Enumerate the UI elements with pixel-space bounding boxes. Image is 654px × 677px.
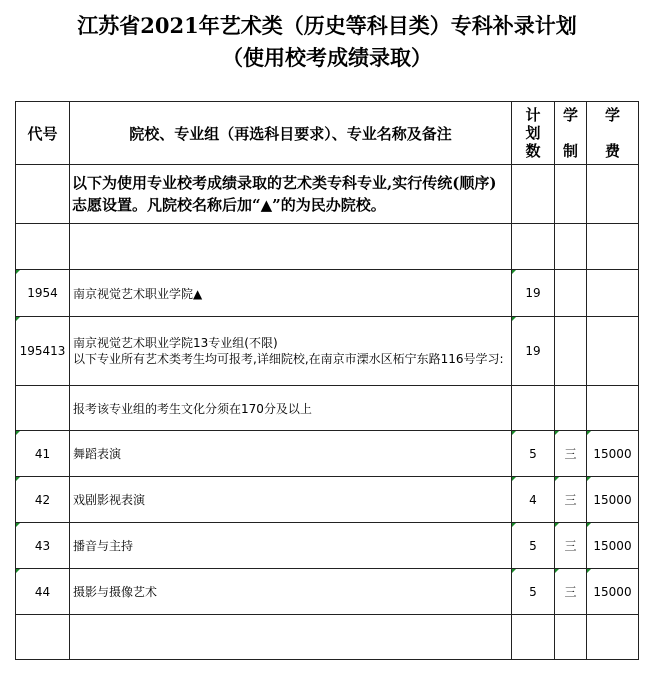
- major-row: [16, 523, 639, 569]
- major-fee: 15000: [587, 477, 639, 523]
- blank-row: [16, 224, 639, 270]
- header-years-1: 学: [562, 106, 578, 124]
- major-name: 舞蹈表演: [70, 431, 512, 477]
- major-plan: 5: [512, 523, 555, 569]
- major-plan: 5: [512, 569, 555, 615]
- header-plan-2: 划: [525, 124, 541, 142]
- major-code: 44: [16, 569, 70, 615]
- header-plan-3: 数: [525, 142, 541, 160]
- major-row: [16, 431, 639, 477]
- header-years: [555, 102, 587, 165]
- header-plan-1: 计: [525, 106, 541, 124]
- major-name: 戏剧影视表演: [70, 477, 512, 523]
- group-code: 195413: [16, 317, 70, 386]
- header-fee-2: 费: [604, 142, 620, 160]
- college-code: 1954: [16, 270, 70, 317]
- college-name: 南京视觉艺术职业学院▲: [70, 270, 512, 317]
- major-years: 三: [555, 431, 587, 477]
- enrollment-plan-table: [15, 101, 639, 660]
- notice-text: 以下为使用专业校考成绩录取的艺术类专科专业,实行传统(顺序)志愿设置。凡院校名称后加“▲”的为民办院校。: [70, 165, 512, 224]
- header-name: 院校、专业组（再选科目要求）、专业名称及备注: [70, 102, 512, 165]
- major-code: 41: [16, 431, 70, 477]
- major-fee: 15000: [587, 569, 639, 615]
- group-cell: [70, 317, 512, 386]
- major-code: 43: [16, 523, 70, 569]
- requirement-text: 报考该专业组的考生文化分须在170分及以上: [70, 386, 512, 431]
- college-row: [16, 270, 639, 317]
- header-code: 代号: [16, 102, 70, 165]
- major-name: 摄影与摄像艺术: [70, 569, 512, 615]
- major-fee: 15000: [587, 431, 639, 477]
- header-plan: [512, 102, 555, 165]
- group-note: 以下专业所有艺术类考生均可报考,详细院校,在南京市溧水区柘宁东路116号学习:: [73, 352, 504, 366]
- major-name: 播音与主持: [70, 523, 512, 569]
- major-years: 三: [555, 523, 587, 569]
- group-row: [16, 317, 639, 386]
- major-fee: 15000: [587, 523, 639, 569]
- notice-row: [16, 165, 639, 224]
- table-header-row: [16, 102, 639, 165]
- major-years: 三: [555, 569, 587, 615]
- page-title: 江苏省2021年艺术类（历史等科目类）专科补录计划: [77, 13, 577, 38]
- page-subtitle: （使用校考成绩录取）: [222, 45, 432, 70]
- major-years: 三: [555, 477, 587, 523]
- college-plan: 19: [512, 270, 555, 317]
- header-years-2: 制: [562, 142, 578, 160]
- major-code: 42: [16, 477, 70, 523]
- requirement-row: [16, 386, 639, 431]
- blank-row: [16, 615, 639, 660]
- major-row: [16, 569, 639, 615]
- major-plan: 5: [512, 431, 555, 477]
- header-fee-1: 学: [604, 106, 620, 124]
- group-name: 南京视觉艺术职业学院13专业组(不限): [73, 336, 278, 350]
- group-plan: 19: [512, 317, 555, 386]
- major-row: [16, 477, 639, 523]
- major-plan: 4: [512, 477, 555, 523]
- header-fee: [587, 102, 639, 165]
